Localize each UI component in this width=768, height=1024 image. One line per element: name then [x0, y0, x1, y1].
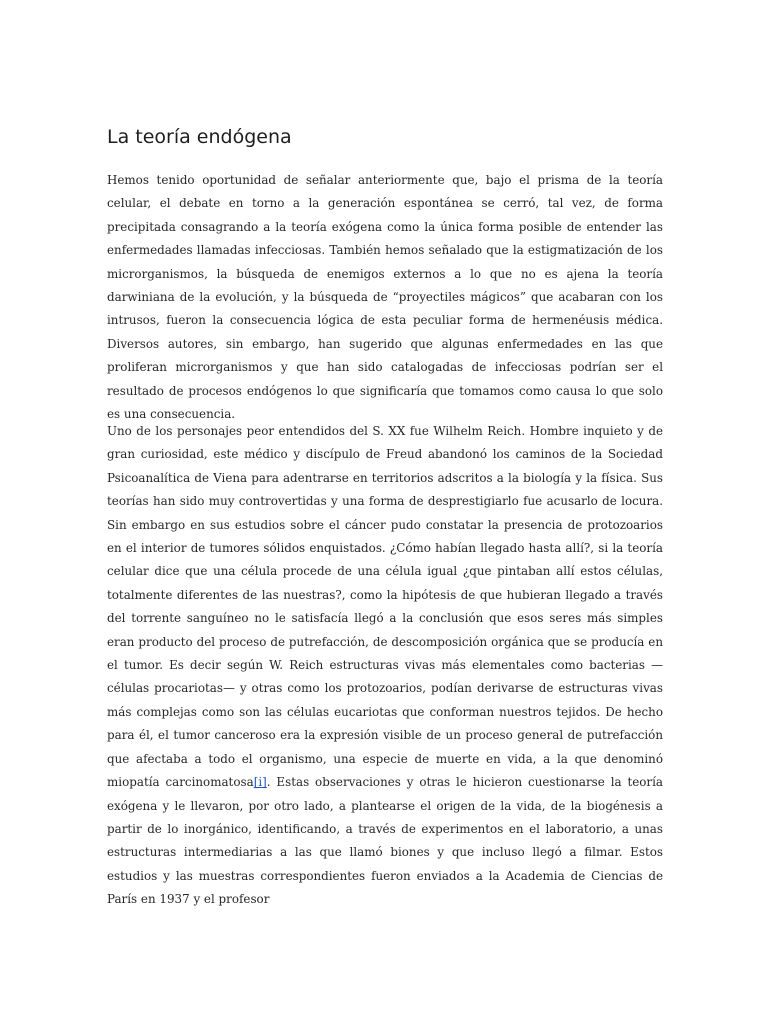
paragraph-text: Uno de los personajes peor entendidos del S. XX fue Wilhelm Reich. Hombre inquieto y de gran curiosidad, este médico y discípulo de Freud abandonó los caminos de la Sociedad Psicoanalítica de Viena para adentrarse en territorios adscritos a la biología y la física. Sus teorías han sido muy controvertidas y una forma de desprestigiarlo fue acusarlo de locura. Sin embargo en sus estudios sobre el cáncer pudo constatar la presencia de protozoarios en el interior de tumores sólidos enquistados. ¿Cómo habían llegado hasta allí?, si la teoría celular dice que una célula procede de una célula igual ¿que pintaban allí estos células, totalmente diferentes de las nuestras?, como la hipótesis de que hubieran llegado a través del torrente sanguíneo no le satisfacía llegó a la conclusión que esos seres más simples eran producto del proceso de putrefacción, de descomposición orgánica que se producía en el tumor. Es decir según W. Reich estructuras vivas más elementales como bacterias —células procariotas— y otras como los protozoarios, podían derivarse de estructuras vivas más complejas como son las células eucariotas que conforman nuestros tejidos. De hecho para él, el tumor canceroso era la expresión visible de un proceso general de putrefacción que afectaba a todo el organismo, una especie de muerte en vida, a la que denominó miopatía carcinomatosa: [107, 424, 663, 790]
paragraph-text: . Estas observaciones y otras le hicieron cuestionarse la teoría exógena y le llevaron, por otro lado, a plantearse el origen de la vida, de la biogénesis a partir de lo inorgánico, identificando, a través de experimentos en el laboratorio, a unas estructuras intermediarias a las que llamó biones y que incluso llegó a filmar. Estos estudios y las muestras correspondientes fueron enviados a la Academia de Ciencias de París en 1937 y el profesor: [107, 775, 664, 907]
paragraph: Hemos tenido oportunidad de señalar anteriormente que, bajo el prisma de la teoría celular, el debate en torno a la generación espontánea se cerró, tal vez, de forma precipitada consagrando a la teoría exógena como la única forma posible de entender las enfermedades llamadas infecciosas. También hemos señalado que la estigmatización de los microrganismos, la búsqueda de enemigos externos a lo que no es ajena la teoría darwiniana de la evolución, y la búsqueda de “proyectiles mágicos” que acabaran con los intrusos, fueron la consecuencia lógica de esta peculiar forma de hermenéusis médica. Diversos autores, sin embargo, han sugerido que algunas enfermedades en las que proliferan microrganismos y que han sido catalogadas de infecciosas podrían ser el resultado de procesos endógenos lo que significaría que tomamos como causa lo que solo es una consecuencia.: [107, 173, 663, 422]
document-title: La teoría endógena: [107, 126, 292, 148]
footnote-link[interactable]: [i]: [253, 775, 267, 790]
paragraph: [107, 420, 663, 912]
